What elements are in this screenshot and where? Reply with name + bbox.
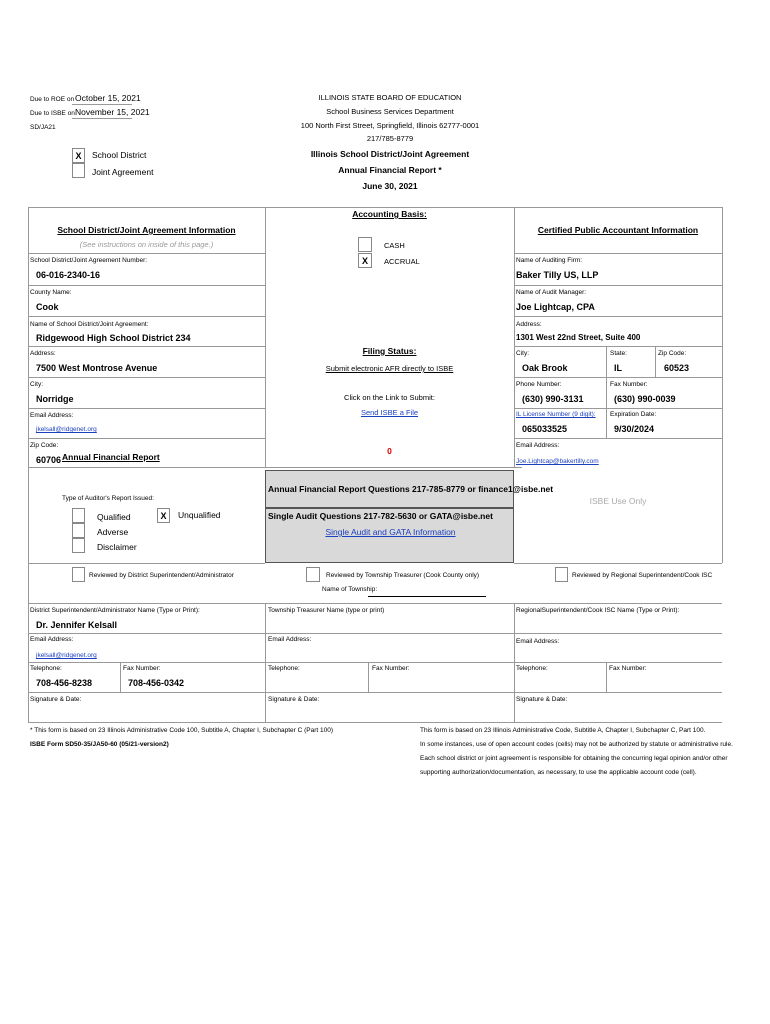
- district-info-title: School District/Joint Agreement Information: [57, 225, 236, 235]
- school-district-checkbox[interactable]: X: [72, 148, 85, 163]
- send-isbe-file-link[interactable]: Send ISBE a File: [360, 408, 419, 417]
- form-title: Illinois School District/Joint Agreement: [310, 149, 470, 159]
- cpa-address-field[interactable]: 1301 West 22nd Street, Suite 400: [516, 333, 641, 342]
- township-treasurer-name-label: Township Treasurer Name (type or print): [268, 607, 385, 614]
- district-admin-name-field[interactable]: Dr. Jennifer Kelsall: [36, 620, 118, 630]
- report-type-label: Type of Auditor's Report Issued:: [62, 495, 154, 502]
- district-admin-phone-field[interactable]: 708-456-8238: [36, 678, 93, 688]
- cpa-phone-label: Phone Number:: [516, 381, 562, 388]
- form-code: SD/JA21: [30, 124, 56, 131]
- cpa-fax-label: Fax Number:: [610, 381, 648, 388]
- district-name-field[interactable]: Ridgewood High School District 234: [36, 333, 191, 343]
- accrual-label: ACCRUAL: [384, 257, 420, 266]
- single-audit-box: [265, 508, 514, 563]
- township-reviewed-checkbox[interactable]: [306, 567, 320, 582]
- adverse-label: Adverse: [97, 527, 129, 537]
- expiration-label: Expiration Date:: [610, 411, 657, 418]
- district-reviewed-label: Reviewed by District Superintendent/Administrator: [89, 572, 234, 579]
- township-name-label: Name of Township:: [322, 586, 378, 593]
- district-email-label: Email Address:: [30, 412, 74, 419]
- form-number: ISBE Form SD50-35/JA50-60 (05/21-version2): [30, 741, 169, 748]
- cpa-zip-field[interactable]: 60523: [664, 363, 690, 373]
- cpa-info-title: Certified Public Accountant Information: [537, 225, 699, 235]
- township-signature-label: Signature & Date:: [268, 696, 320, 703]
- district-city-field[interactable]: Norridge: [36, 394, 74, 404]
- district-admin-email-label: Email Address:: [30, 636, 74, 643]
- regional-signature-label: Signature & Date:: [516, 696, 568, 703]
- disclaimer-checkbox[interactable]: [72, 538, 85, 553]
- district-signature-label: Signature & Date:: [30, 696, 82, 703]
- afr-title: Annual Financial Report: [62, 452, 160, 462]
- due-isbe-date: November 15, 2021: [75, 107, 150, 117]
- license-label-link[interactable]: IL License Number (9 digit):: [516, 411, 596, 418]
- county-field[interactable]: Cook: [36, 302, 59, 312]
- due-roe-label: Due to ROE on: [30, 96, 75, 103]
- cpa-state-field[interactable]: IL: [614, 363, 622, 373]
- single-audit-text: Single Audit Questions 217-782-5630 or GATA@isbe.net: [268, 511, 493, 521]
- qualified-label: Qualified: [97, 512, 131, 522]
- district-name-label: Name of School District/Joint Agreement:: [30, 321, 149, 328]
- district-address-label: Address:: [30, 350, 56, 357]
- district-admin-phone-label: Telephone:: [30, 665, 62, 672]
- district-admin-name-label: District Superintendent/Administrator Name (Type or Print):: [30, 607, 200, 614]
- cash-label: CASH: [384, 241, 405, 250]
- cpa-email-link[interactable]: Joe.Lightcap@bakertilly.com: [516, 458, 599, 465]
- district-admin-email-link[interactable]: jkelsall@ridgenet.org: [36, 652, 97, 659]
- regional-name-label: RegionalSuperintendent/Cook ISC Name (Type or Print):: [516, 607, 680, 614]
- disclaimer-label: Disclaimer: [97, 542, 137, 552]
- cpa-address-label: Address:: [516, 321, 542, 328]
- license-field[interactable]: 065033525: [522, 424, 568, 434]
- school-district-label: School District: [92, 150, 147, 160]
- unqualified-label: Unqualified: [178, 510, 221, 520]
- filing-status-title: Filing Status:: [362, 346, 417, 356]
- footer-note-right-4: supporting authorization/documentation, as necessary, to use the applicable account code (cell).: [420, 769, 697, 776]
- afr-questions-text: Annual Financial Report Questions 217-785-8779 or finance1@isbe.net: [268, 484, 554, 494]
- district-number-label: School District/Joint Agreement Number:: [30, 257, 148, 264]
- district-address-field[interactable]: 7500 West Montrose Avenue: [36, 363, 158, 373]
- district-number-field[interactable]: 06-016-2340-16: [36, 270, 101, 280]
- cash-checkbox[interactable]: [358, 237, 372, 252]
- district-email-link[interactable]: jkelsall@ridgenet.org: [36, 426, 97, 433]
- due-roe-date: October 15, 2021: [75, 93, 141, 103]
- district-reviewed-checkbox[interactable]: [72, 567, 85, 582]
- accrual-checkbox[interactable]: X: [358, 253, 372, 268]
- district-admin-fax-label: Fax Number:: [123, 665, 161, 672]
- expiration-field[interactable]: 9/30/2024: [614, 424, 655, 434]
- footer-note-right-2: In some instances, use of open account codes (cells) may not be authorized by statute or administrative rule.: [420, 741, 733, 748]
- district-city-label: City:: [30, 381, 43, 388]
- district-admin-fax-field[interactable]: 708-456-0342: [128, 678, 185, 688]
- manager-label: Name of Audit Manager:: [516, 289, 587, 296]
- county-label: County Name:: [30, 289, 72, 296]
- district-zip-label: Zip Code:: [30, 442, 59, 449]
- afr-questions-box: [265, 470, 554, 508]
- due-isbe-label: Due to ISBE on: [30, 110, 75, 117]
- header-line3: 100 North First Street, Springfield, Illinois 62777-0001: [300, 121, 480, 130]
- cpa-state-label: State:: [610, 350, 627, 357]
- cpa-fax-field[interactable]: (630) 990-0039: [614, 394, 676, 404]
- regional-email-label: Email Address:: [516, 638, 560, 645]
- adverse-checkbox[interactable]: [72, 523, 85, 538]
- cpa-city-field[interactable]: Oak Brook: [522, 363, 568, 373]
- township-email-label: Email Address:: [268, 636, 312, 643]
- township-reviewed-label: Reviewed by Township Treasurer (Cook County only): [326, 572, 480, 579]
- footer-note-right-1: This form is based on 23 Illinois Administrative Code, Subtitle A, Chapter I, Subchapter C, Part 100.: [420, 727, 706, 734]
- regional-fax-label: Fax Number:: [609, 665, 647, 672]
- township-phone-label: Telephone:: [268, 665, 300, 672]
- regional-reviewed-checkbox[interactable]: [555, 567, 568, 582]
- header-line1: ILLINOIS STATE BOARD OF EDUCATION: [318, 93, 462, 102]
- qualified-checkbox[interactable]: [72, 508, 85, 523]
- form-date: June 30, 2021: [362, 181, 418, 191]
- accounting-basis-title: Accounting Basis:: [352, 209, 427, 219]
- district-zip-field[interactable]: 60706: [36, 455, 62, 465]
- manager-field[interactable]: Joe Lightcap, CPA: [516, 302, 595, 312]
- cpa-phone-field[interactable]: (630) 990-3131: [522, 394, 584, 404]
- footer-note-left: * This form is based on 23 Illinois Administrative Code 100, Subtitle A, Chapter I, Subchapter C (Part 100): [30, 727, 334, 734]
- filing-zero: 0: [387, 446, 392, 456]
- cpa-zip-label: Zip Code:: [658, 350, 687, 357]
- single-audit-gata-link[interactable]: Single Audit and GATA Information: [325, 527, 456, 537]
- form-subtitle: Annual Financial Report *: [338, 165, 442, 175]
- header-line2: School Business Services Department: [326, 107, 454, 116]
- footer-note-right-3: Each school district or joint agreement is responsible for obtaining the concurring legal opinion and/or other: [420, 755, 728, 762]
- filing-click-text: Click on the Link to Submit:: [344, 393, 435, 402]
- joint-agreement-checkbox[interactable]: [72, 163, 85, 178]
- header-line4: 217/785-8779: [366, 134, 414, 143]
- regional-reviewed-label: Reviewed by Regional Superintendent/Cook ISC: [572, 572, 713, 579]
- firm-label: Name of Auditing Firm:: [516, 257, 583, 264]
- isbe-use-only: ISBE Use Only: [589, 496, 647, 506]
- filing-submit-text: Submit electronic AFR directly to ISBE: [325, 364, 454, 373]
- regional-phone-label: Telephone:: [516, 665, 548, 672]
- district-info-subtitle: (See instructions on inside of this page.): [79, 240, 214, 249]
- firm-field[interactable]: Baker Tilly US, LLP: [516, 270, 599, 280]
- cpa-email-label: Email Address:: [516, 442, 560, 449]
- cpa-city-label: City:: [516, 350, 529, 357]
- unqualified-checkbox[interactable]: X: [157, 508, 170, 523]
- joint-agreement-label: Joint Agreement: [92, 167, 154, 177]
- township-fax-label: Fax Number:: [372, 665, 410, 672]
